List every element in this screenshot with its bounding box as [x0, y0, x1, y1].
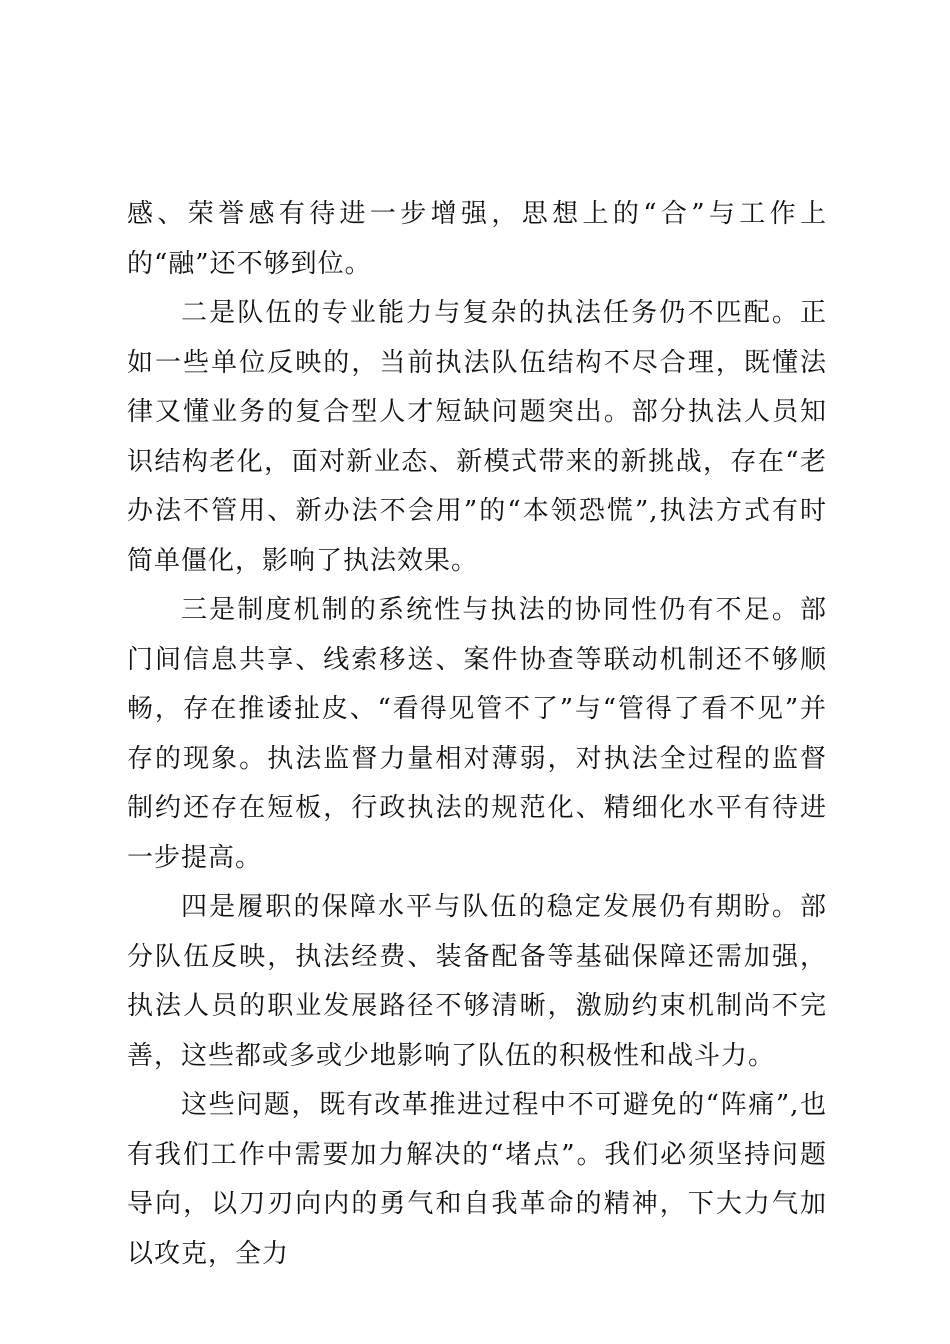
paragraph-institutional-mechanism: 三是制度机制的系统性与执法的协同性仍有不足。部门间信息共享、线索移送、案件协查等联动机制还不够顺畅，存在推诿扯皮、“看得见管不了”与“管得了看不见”并存的现象。执法监督力量相对薄弱，对执法全过程的监督制约还存在短板，行政执法的规范化、精细化水平有待进一步提高。	[127, 595, 827, 873]
paragraph-team-capability: 二是队伍的专业能力与复杂的执法任务仍不匹配。正如一些单位反映的，当前执法队伍结构不尽合理，既懂法律又懂业务的复合型人才短缺问题突出。部分执法人员知识结构老化，面对新业态、新模式带来的新挑战，存在“老办法不管用、新办法不会用”的“本领恐慌”,执法方式有时简单僵化，影响了执法效果。	[127, 298, 827, 576]
paragraph-continuation: 感、荣誉感有待进一步增强，思想上的“合”与工作上的“融”还不够到位。	[127, 199, 827, 279]
paragraph-problem-summary: 这些问题，既有改革推进过程中不可避免的“阵痛”,也有我们工作中需要加力解决的“堵点”。我们必须坚持问题导向，以刀刃向内的勇气和自我革命的精神，下大力气加以攻克，全力	[127, 1090, 827, 1269]
document-body	[127, 190, 827, 1279]
paragraph-support-level: 四是履职的保障水平与队伍的稳定发展仍有期盼。部分队伍反映，执法经费、装备配备等基础保障还需加强，执法人员的职业发展路径不够清晰，激励约束机制尚不完善，这些都或多或少地影响了队伍的积极性和战斗力。	[127, 892, 827, 1071]
